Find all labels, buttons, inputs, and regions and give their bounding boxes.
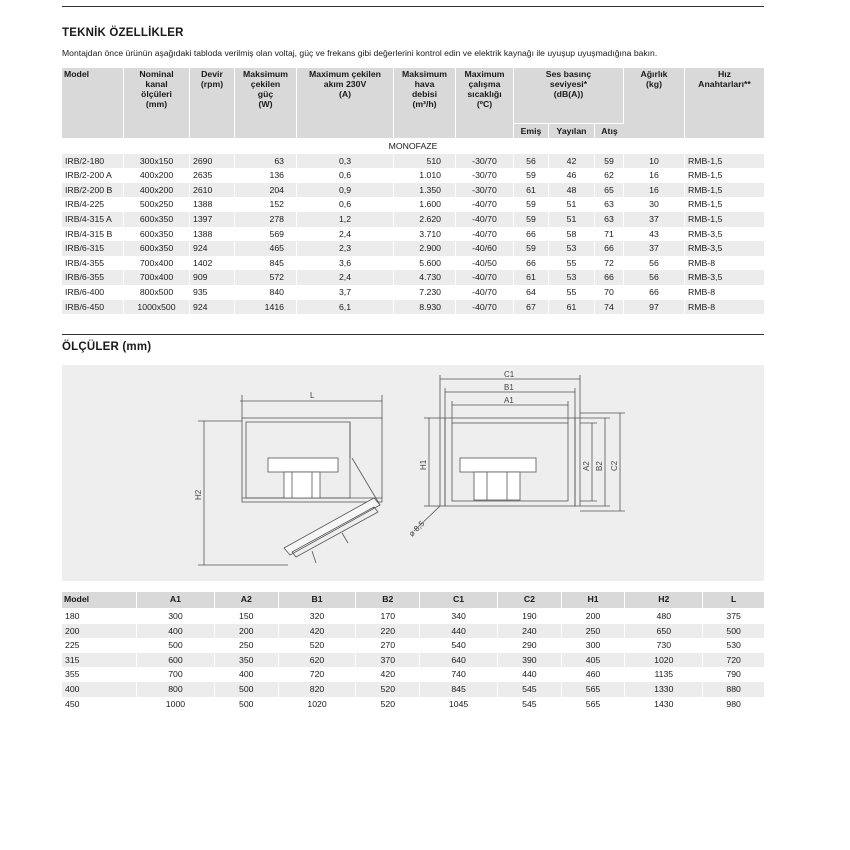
cell-power: 845 [235,256,297,271]
cell-yayilan: 51 [549,197,595,212]
cell-temp: -30/70 [456,168,514,183]
cell-current: 2,4 [297,270,394,285]
label-C2: C2 [610,460,619,471]
cell-model: IRB/6-400 [62,285,124,300]
cell-switch: RMB-1,5 [685,183,764,198]
cell-current: 6,1 [297,300,394,315]
cell-nominal: 600x350 [124,212,190,227]
cell-atis: 74 [595,300,624,315]
cell-power: 840 [235,285,297,300]
dims-title: ÖLÇÜLER (mm) [62,341,152,353]
dims-cell-b2: 220 [356,624,420,639]
dims-cell-l: 500 [703,624,764,639]
cell-airflow: 2.620 [394,212,456,227]
dims-cell-b2: 370 [356,653,420,668]
dims-cell-c2: 545 [498,697,562,712]
cell-power: 136 [235,168,297,183]
dims-header-c2: C2 [498,592,562,609]
table-row [62,638,764,653]
dims-cell-l: 980 [726,698,741,709]
cell-devir: 1388 [190,227,235,242]
dims-cell-b2: 520 [356,682,420,697]
specs-title: TEKNİK ÖZELLİKLER [62,27,184,39]
cell-atis: 72 [595,256,624,271]
table-row [62,270,764,285]
dims-cell-h1: 405 [562,653,626,668]
cell-model: IRB/2-200 B [62,183,124,198]
cell-devir: 909 [190,270,235,285]
specs-table [62,68,764,314]
dims-cell-a2: 200 [215,624,279,639]
dims-cell-model: 450 [62,697,137,712]
cell-current: 0,6 [297,197,394,212]
cell-model: IRB/4-355 [62,256,124,271]
dims-cell-c2: 390 [498,653,562,668]
cell-devir: 2690 [190,154,235,169]
cell-emis: 67 [514,300,549,315]
cell-model: IRB/6-450 [62,300,124,315]
dims-cell-h1: 565 [562,682,626,697]
dims-cell-l: 720 [703,653,764,668]
cell-yayilan: 55 [549,285,595,300]
dimension-drawing [62,365,764,581]
cell-emis: 66 [514,227,549,242]
cell-airflow: 5.600 [394,256,456,271]
dims-cell-l: 880 [703,682,764,697]
header-emis: Emiş [514,124,549,139]
dims-cell-c1: 440 [420,624,498,639]
cell-current: 0,3 [297,154,394,169]
cell-temp: -40/70 [456,285,514,300]
dims-cell-a1: 400 [137,624,215,639]
cell-airflow: 510 [394,154,456,169]
top-rule [62,6,764,7]
dims-cell-model: 400 [62,682,137,697]
header-sound: Ses basınç seviyesi* (dB(A)) [514,68,624,124]
dims-cell-c1: 1045 [420,697,498,712]
dims-cell-b2: 520 [356,697,420,712]
label-A1: A1 [504,396,514,405]
cell-devir: 2635 [190,168,235,183]
dims-cell-h1: 300 [562,638,626,653]
table-row [62,154,764,169]
cell-weight: 16 [624,168,685,183]
dims-cell-a2: 400 [215,667,279,682]
dims-cell-a2: 150 [215,609,279,624]
cell-weight: 97 [624,300,685,315]
dims-header-c1: C1 [420,592,498,609]
cell-model: IRB/6-315 [62,241,124,256]
cell-nominal: 300x150 [124,154,190,169]
dims-cell-b1: 1020 [279,697,357,712]
cell-yayilan: 42 [549,154,595,169]
cell-yayilan: 46 [549,168,595,183]
dims-header-b1: B1 [279,592,357,609]
header-nominal: Nominal kanal ölçüleri (mm) [124,68,190,139]
cell-emis: 59 [514,241,549,256]
cell-devir: 1397 [190,212,235,227]
dims-cell-c1: 845 [420,682,498,697]
table-row [62,227,764,242]
cell-current: 2,4 [297,227,394,242]
cell-atis: 63 [595,212,624,227]
dims-header-l: L [703,592,764,609]
cell-switch: RMB-3,5 [685,241,764,256]
dims-cell-model: 355 [62,667,137,682]
cell-weight: 66 [624,285,685,300]
cell-airflow: 7.230 [394,285,456,300]
cell-atis: 66 [595,270,624,285]
dims-cell-a1: 600 [137,653,215,668]
cell-power: 152 [235,197,297,212]
cell-atis: 70 [595,285,624,300]
cell-devir: 924 [190,241,235,256]
cell-switch: RMB-3,5 [688,228,723,239]
cell-model: IRB/6-355 [62,270,124,285]
cell-temp: -40/60 [456,241,514,256]
cell-weight: 37 [624,241,685,256]
cell-current: 0,6 [297,168,394,183]
cell-nominal: 400x200 [124,168,190,183]
cell-devir: 935 [190,285,235,300]
dims-cell-l: 375 [726,611,741,621]
dims-cell-l: 790 [726,669,741,680]
dims-cell-c1: 540 [420,638,498,653]
cell-weight: 10 [624,154,685,169]
cell-devir: 2610 [190,183,235,198]
cell-yayilan: 61 [549,300,595,315]
cell-temp: -40/70 [456,270,514,285]
cell-airflow: 2.900 [394,241,456,256]
cell-nominal: 800x500 [124,285,190,300]
cell-model: IRB/4-315 B [62,227,124,242]
cell-emis: 66 [514,256,549,271]
cell-weight: 16 [624,183,685,198]
label-B2: B2 [595,461,604,471]
label-L: L [310,391,315,400]
dims-cell-c2: 240 [498,624,562,639]
dims-cell-c2: 190 [498,609,562,624]
cell-nominal: 500x250 [124,197,190,212]
cell-model: IRB/2-200 A [62,168,124,183]
cell-weight: 43 [624,227,685,242]
header-devir: Devir (rpm) [190,68,235,139]
header-model: Model [62,68,124,139]
cell-current: 3,7 [297,285,394,300]
label-hole: ø 8,5 [407,519,427,539]
cell-yayilan: 51 [549,212,595,227]
cell-model: IRB/2-180 [62,154,124,169]
cell-nominal: 700x400 [124,256,190,271]
cell-switch: RMB-8 [688,257,716,268]
cell-switch: RMB-1,5 [685,154,764,169]
cell-nominal: 700x400 [124,270,190,285]
dims-cell-b1: 420 [279,624,357,639]
dims-cell-h2: 650 [625,624,703,639]
cell-emis: 61 [514,270,549,285]
label-B1: B1 [504,383,514,392]
dims-cell-b1: 520 [279,638,357,653]
cell-atis: 62 [595,168,624,183]
cell-emis: 59 [514,168,549,183]
dims-cell-a1: 1000 [137,697,215,712]
dims-cell-c2: 545 [498,682,562,697]
label-C1: C1 [504,370,515,379]
table-row [62,212,764,227]
cell-switch: RMB-3,5 [685,270,764,285]
cell-weight: 37 [624,212,685,227]
dims-cell-h1: 565 [562,697,626,712]
dims-header-model: Model [62,592,137,609]
cell-emis: 64 [514,285,549,300]
table-row [62,667,764,682]
header-current: Maximum çekilen akım 230V (A) [297,68,394,139]
header-yayilan: Yayılan [549,124,595,139]
cell-nominal: 400x200 [124,183,190,198]
cell-temp: -40/70 [456,212,514,227]
label-A2: A2 [582,461,591,471]
dims-table [62,592,764,711]
cell-temp: -30/70 [456,154,514,169]
cell-temp: -40/50 [456,256,514,271]
dims-cell-h2: 480 [625,609,703,624]
cell-yayilan: 58 [549,227,595,242]
header-airflow: Maksimum hava debisi (m³/h) [394,68,456,139]
cell-current: 3,6 [297,256,394,271]
cell-power: 572 [235,270,297,285]
dims-cell-c2: 290 [498,638,562,653]
dims-cell-b2: 170 [356,609,420,624]
cell-airflow: 8.930 [394,300,456,315]
cell-nominal: 600x350 [124,227,190,242]
cell-power: 63 [235,154,297,169]
cell-power: 465 [235,241,297,256]
cell-switch: RMB-1,5 [685,212,764,227]
table-row [62,653,764,668]
label-H2: H2 [194,489,203,500]
dims-cell-l: 530 [726,640,741,651]
table-row [62,183,764,198]
cell-emis: 59 [514,212,549,227]
cell-switch: RMB-1,5 [688,199,723,210]
cell-airflow: 1.010 [394,168,456,183]
cell-temp: -40/70 [456,227,514,242]
dims-cell-a2: 500 [215,697,279,712]
header-power: Maksimum çekilen güç (W) [235,68,297,139]
dims-cell-model: 315 [62,653,137,668]
dims-cell-model: 225 [62,638,137,653]
dims-cell-a1: 300 [137,609,215,624]
cell-yayilan: 53 [549,241,595,256]
cell-devir: 1402 [190,256,235,271]
cell-emis: 56 [514,154,549,169]
dims-cell-model: 200 [62,624,137,639]
drawing-svg [62,365,764,581]
dims-cell-h2: 1330 [625,682,703,697]
cell-switch: RMB-8 [688,286,716,297]
table-row [62,682,764,697]
intro-text: Montajdan önce ürünün aşağıdaki tabloda verilmiş olan voltaj, güç ve frekans gibi değerlerini kontrol edin ve elektrik kaynağı ile uyuşup uyuşmadığına bakın. [62,48,658,58]
dims-header-h2: H2 [625,592,703,609]
dims-cell-b1: 720 [279,667,357,682]
dims-cell-a1: 700 [137,667,215,682]
cell-weight: 56 [624,256,685,271]
table-row [62,197,764,212]
dims-cell-b1: 320 [279,609,357,624]
cell-temp: -40/70 [456,197,514,212]
cell-switch: RMB-8 [685,300,764,315]
cell-devir: 924 [190,300,235,315]
dims-cell-b1: 620 [279,653,357,668]
cell-atis: 65 [595,183,624,198]
table-row [62,697,764,712]
dims-header-a1: A1 [137,592,215,609]
dims-header-b2: B2 [356,592,420,609]
table-row [62,256,764,271]
table-row [62,285,764,300]
table-row [62,168,764,183]
cell-yayilan: 55 [549,256,595,271]
dims-cell-a2: 350 [215,653,279,668]
cell-atis: 59 [595,154,624,169]
label-H1: H1 [419,459,428,470]
header-atis: Atış [595,124,624,139]
cell-airflow: 4.730 [394,270,456,285]
dims-cell-a1: 800 [137,682,215,697]
cell-emis: 59 [514,197,549,212]
table-row [62,624,764,639]
dims-cell-c1: 740 [420,667,498,682]
cell-weight: 30 [624,197,685,212]
cell-model: IRB/4-315 A [62,212,124,227]
cell-atis: 71 [595,227,624,242]
cell-temp: -30/70 [456,183,514,198]
cell-current: 1,2 [297,212,394,227]
cell-airflow: 1.350 [394,183,456,198]
cell-weight: 56 [624,270,685,285]
dims-cell-b1: 820 [279,682,357,697]
cell-airflow: 3.710 [394,227,456,242]
cell-power: 278 [235,212,297,227]
header-temp: Maximum çalışma sıcaklığı (ºC) [456,68,514,139]
cell-model: IRB/4-225 [62,197,124,212]
cell-current: 0,9 [297,183,394,198]
cell-devir: 1388 [190,197,235,212]
header-switch: Hız Anahtarları** [685,68,764,139]
dims-cell-h1: 460 [562,667,626,682]
dims-cell-a2: 250 [215,638,279,653]
cell-nominal: 600x350 [124,241,190,256]
dims-cell-h2: 1135 [625,667,703,682]
cell-airflow: 1.600 [394,197,456,212]
cell-power: 204 [235,183,297,198]
dims-cell-c2: 440 [498,667,562,682]
dims-cell-b2: 420 [356,667,420,682]
dims-cell-c1: 340 [420,609,498,624]
cell-yayilan: 53 [549,270,595,285]
cell-nominal: 1000x500 [124,300,190,315]
dims-cell-model: 180 [62,609,137,624]
dims-cell-h2: 1430 [625,697,703,712]
cell-yayilan: 48 [549,183,595,198]
monofaze-label: MONOFAZE [62,139,764,154]
cell-emis: 61 [514,183,549,198]
dims-cell-h2: 1020 [625,653,703,668]
cell-temp: -40/70 [456,300,514,315]
cell-atis: 66 [595,241,624,256]
table-row [62,609,764,624]
dims-cell-h1: 200 [562,609,626,624]
dims-cell-a1: 500 [137,638,215,653]
cell-power: 1416 [235,300,297,315]
dims-cell-h1: 250 [562,624,626,639]
header-weight: Ağırlık (kg) [624,68,685,139]
cell-switch: RMB-1,5 [688,170,723,181]
cell-power: 569 [235,227,297,242]
dims-cell-h2: 730 [625,638,703,653]
dims-cell-c1: 640 [420,653,498,668]
mid-rule [62,334,764,335]
dims-header-a2: A2 [215,592,279,609]
dims-cell-b2: 270 [356,638,420,653]
table-row [62,241,764,256]
dims-header-h1: H1 [562,592,626,609]
table-row [62,300,764,315]
dims-cell-a2: 500 [215,682,279,697]
cell-atis: 63 [595,197,624,212]
cell-current: 2,3 [297,241,394,256]
